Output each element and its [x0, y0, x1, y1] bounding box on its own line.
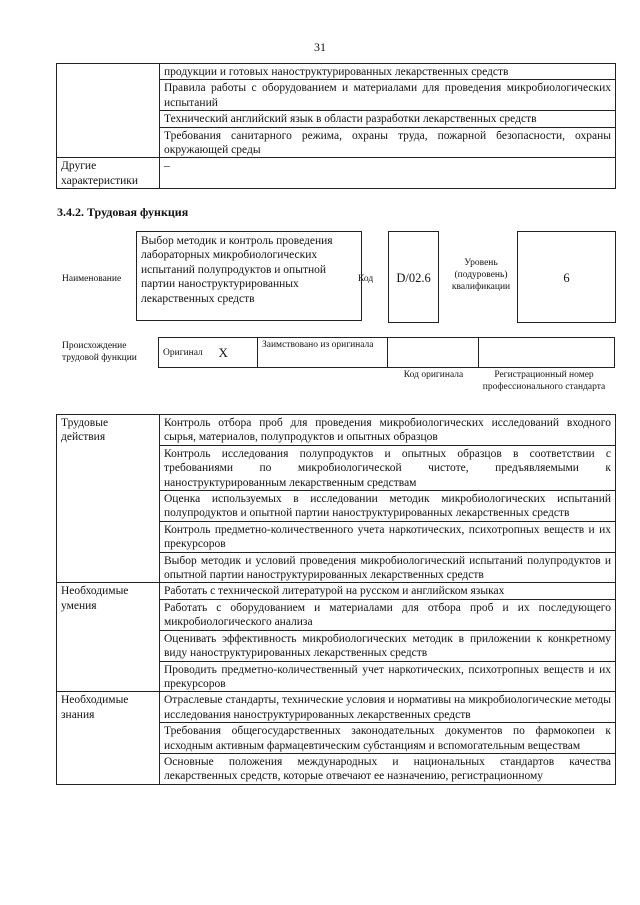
group-label: Необходимые умения	[57, 583, 160, 692]
group-label: Трудовые действия	[57, 415, 160, 583]
table-cell-text: Работать с оборудованием и материалами для отбора проб и их последующего микробиологического анализа	[160, 599, 616, 630]
origin-table	[158, 337, 615, 368]
page-number: 31	[314, 40, 326, 54]
table-row	[57, 415, 616, 446]
table-row	[57, 64, 616, 80]
qualification-level-label: Уровень (подуровень) квалификации	[451, 258, 511, 292]
table-row	[159, 338, 615, 368]
table-cell-text: Работать с технической литературой на русском и английском языках	[160, 583, 616, 599]
qualification-level-value: 6	[563, 271, 570, 285]
table-cell-text: Требования общегосударственных законодательных документов по фармокопеи к исходным активным фармацевтическим субстанциям и вспомогательным веществам	[160, 723, 616, 754]
table-cell-text: Оценка используемых в исследовании методик микробиологических испытаний полупродуктов и опытной партии наноструктурированных лекарственных средств	[160, 491, 616, 522]
function-name-box: Выбор методик и контроль проведения лабораторных микробиологических испытаний полупродуктов и опытной партии наноструктурированных лекарственных средств	[136, 231, 362, 321]
table-row	[57, 583, 616, 599]
original-mark: X	[215, 338, 258, 368]
group-label: Необходимые знания	[57, 692, 160, 784]
code-label: Код	[358, 274, 374, 284]
knowledge-continuation-table	[56, 63, 616, 189]
labor-table-body	[57, 415, 616, 785]
table-cell-text: продукции и готовых наноструктурированных лекарственных средств	[160, 64, 616, 80]
original-code-caption: Код оригинала	[403, 370, 464, 380]
table-cell-label	[57, 64, 160, 158]
table-cell-text: Контроль предметно-количественного учета наркотических, психотропных веществ и их прекурсоров	[160, 521, 616, 552]
code-value: D/02.6	[396, 271, 431, 285]
table-row	[57, 158, 616, 189]
table-cell-text: Правила работы с оборудованием и материалами для проведения микробиологических испытаний	[160, 80, 616, 111]
table-row	[57, 692, 616, 723]
name-label: Наименование	[62, 274, 122, 284]
origin-label: Происхождение трудовой функции	[62, 341, 137, 363]
borrowed-label: Заимствовано из оригинала	[258, 338, 388, 368]
section-heading: 3.4.2. Трудовая функция	[57, 205, 189, 219]
qualification-level-box	[517, 231, 616, 323]
other-characteristics-label: Другие характеристики	[57, 158, 160, 189]
table-cell-text: Выбор методик и условий проведения микробиологический испытаний полупродуктов и опытной партии наноструктурированных лекарственных средств	[160, 552, 616, 583]
reg-number-caption: Регистрационный номер профессионального стандарта	[482, 370, 606, 392]
reg-number-cell	[479, 338, 615, 368]
table-cell-text: Основные положения международных и национальных стандартов качества лекарственных средств, которые отвечают ее назначению, регистрационному	[160, 753, 616, 784]
code-box	[388, 231, 439, 323]
table-cell-text: Технический английский язык в области разработки лекарственных средств	[160, 111, 616, 127]
table-cell-text: Отраслевые стандарты, технические условия и нормативы на микробиологические методы исследования наноструктурированных лекарственных средств	[160, 692, 616, 723]
table-cell-text: Оценивать эффективность микробиологических методик в приложении к конкретному виду наноструктурированных лекарственных средств	[160, 630, 616, 661]
original-label: Оригинал	[159, 338, 215, 368]
table-cell-text: Требования санитарного режима, охраны труда, пожарной безопасности, охраны окружающей среды	[160, 127, 616, 158]
labor-function-table	[56, 414, 616, 785]
table-cell-text: Проводить предметно-количественный учет наркотических, психотропных веществ и их прекурсоров	[160, 661, 616, 692]
table-cell-text: Контроль отбора проб для проведения микробиологических исследований входного сырья, материалов, полупродуктов и опытных образцов	[160, 415, 616, 446]
original-code-cell	[388, 338, 479, 368]
table-cell-text: Контроль исследования полупродуктов и опытных образцов в соответствии с требованиями по микробиологической чистоте, предъявляемыми к наноструктурированным лекарственным средствам	[160, 445, 616, 490]
table-cell-text: –	[160, 158, 616, 189]
